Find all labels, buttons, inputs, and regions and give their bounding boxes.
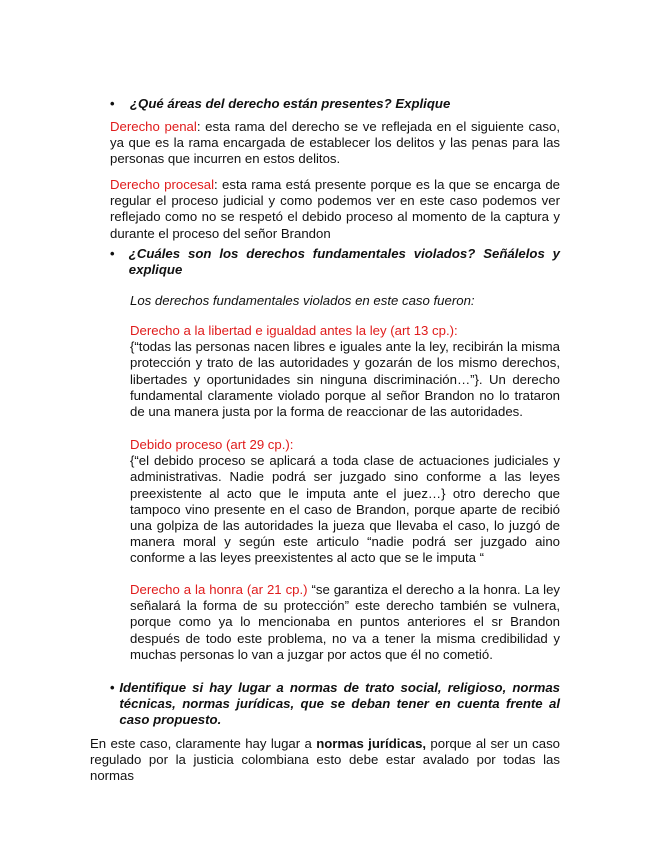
intro-text: Los derechos fundamentales violados en este caso fueron: — [130, 293, 475, 308]
question-2-text: ¿Cuáles son los derechos fundamentales violados? Señálelos y explique — [128, 246, 560, 278]
derecho-procesal-label: Derecho procesal — [110, 177, 215, 192]
question-3-text: Identifique si hay lugar a normas de trato social, religioso, normas técnicas, normas jurídicas, que se deban tener en cuenta frente al caso propuesto. — [119, 680, 560, 728]
question-2 — [110, 246, 560, 278]
bullet-icon: • — [110, 246, 115, 261]
derecho-penal-label: Derecho penal — [110, 119, 197, 134]
section-debido-proceso — [130, 437, 560, 567]
question-3 — [110, 680, 560, 729]
final-bold: normas jurídicas, — [316, 736, 427, 751]
debido-label: Debido proceso (art 29 cp.): — [130, 437, 294, 452]
section-libertad — [130, 323, 560, 420]
final-pre: En este caso, claramente hay lugar a — [90, 736, 317, 751]
paragraph-derecho-penal — [110, 119, 560, 168]
honra-text: “se garantiza el derecho a la honra. La ley señalará la forma de su protección” este derecho también se vulnera, porque como ya lo mencionaba en puntos anteriores el sr Brandon después de todo este problema, no va a tener la misma credibilidad y muchas personas lo van a juzgar por actos que él no cometió. — [130, 582, 560, 662]
question-1-text: ¿Qué áreas del derecho están presentes? Explique — [130, 96, 451, 111]
honra-label: Derecho a la honra (ar 21 cp.) — [130, 582, 308, 597]
bullet-icon: • — [110, 680, 115, 695]
bullet-icon: • — [110, 96, 115, 111]
derecho-penal-text: : esta rama del derecho se ve reflejada en el siguiente caso, ya que es la rama encargada de establecer los delitos y las penas para las personas que incurren en estos delitos. — [110, 119, 560, 167]
section-honra — [130, 582, 560, 663]
paragraph-final — [90, 736, 560, 785]
question-1 — [110, 96, 560, 112]
intro-line — [130, 293, 560, 309]
debido-text: {“el debido proceso se aplicará a toda clase de actuaciones judiciales y administrativas. Nadie podrá ser juzgado sino conforme a las leyes preexistente al acto que le imputa ante el juez…} otro derecho que tampoco vino presente en el caso de Brandon, porque aparte de recibió una golpiza de las autoridades la jueza que llevaba el caso, lo juzgó de manera moral y según este articulo “nadie podrá ser juzgado aino conforme a las leyes preexistentes al acto que se le imputa “ — [130, 453, 560, 566]
libertad-text: {“todas las personas nacen libres e iguales ante la ley, recibirán la misma protección y trato de las autoridades y gozarán de los mismo derechos, libertades y oportunidades sin ninguna discriminación…”}. Un derecho fundamental claramente violado porque al señor Brandon no lo trataron de una manera justa por la forma de reaccionar de las autoridades. — [130, 339, 560, 420]
paragraph-derecho-procesal — [110, 177, 560, 242]
final-post: porque al ser un caso regulado por la justicia colombiana esto debe estar avalado por todas las normas — [90, 736, 560, 784]
libertad-label: Derecho a la libertad e igualdad antes la ley (art 13 cp.): — [130, 323, 458, 338]
derecho-procesal-text: : esta rama está presente porque es la que se encarga de regular el proceso judicial y como podemos ver en este caso podemos ver reflejado como no se respetó el debido proceso al momento de la captura y durante el proceso del señor Brandon — [110, 177, 561, 241]
